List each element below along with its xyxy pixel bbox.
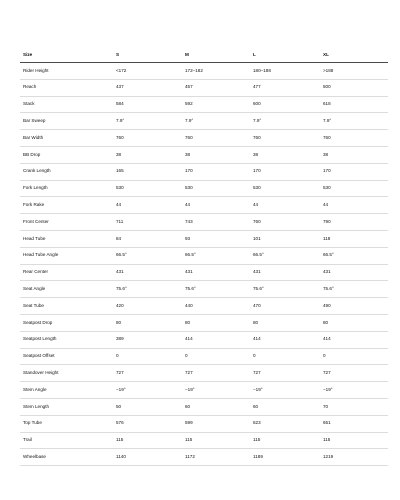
cell-m: 170 bbox=[185, 163, 253, 180]
cell-xl: 651 bbox=[323, 415, 388, 432]
cell-l: 75.6° bbox=[253, 281, 323, 298]
table-row bbox=[20, 449, 388, 466]
cell-m: 440 bbox=[185, 298, 253, 315]
cell-m: 75.6° bbox=[185, 281, 253, 298]
header-size: Size bbox=[20, 48, 116, 63]
row-label: Seat Angle bbox=[20, 281, 116, 298]
cell-xl: >188 bbox=[323, 63, 388, 80]
table-row bbox=[20, 113, 388, 130]
cell-l: 7.9° bbox=[253, 113, 323, 130]
cell-l: 600 bbox=[253, 96, 323, 113]
cell-xl: 38 bbox=[323, 146, 388, 163]
cell-l: 530 bbox=[253, 180, 323, 197]
cell-s: 50 bbox=[116, 398, 185, 415]
table-row bbox=[20, 398, 388, 415]
row-label: Standover Height bbox=[20, 365, 116, 382]
cell-xl: 7.9° bbox=[323, 113, 388, 130]
cell-l: 66.5° bbox=[253, 247, 323, 264]
table-row bbox=[20, 79, 388, 96]
table-header-row bbox=[20, 48, 388, 63]
cell-m: 7.9° bbox=[185, 113, 253, 130]
cell-s: 389 bbox=[116, 331, 185, 348]
cell-m: 431 bbox=[185, 264, 253, 281]
cell-m: 93 bbox=[185, 230, 253, 247]
row-label: Head Tube Angle bbox=[20, 247, 116, 264]
table-row bbox=[20, 180, 388, 197]
cell-xl: 66.5° bbox=[323, 247, 388, 264]
cell-xl: 70 bbox=[323, 398, 388, 415]
cell-s: 75.6° bbox=[116, 281, 185, 298]
cell-m: 60 bbox=[185, 398, 253, 415]
cell-l: 0 bbox=[253, 348, 323, 365]
cell-s: 66.5° bbox=[116, 247, 185, 264]
cell-xl: 500 bbox=[323, 79, 388, 96]
cell-l: 115 bbox=[253, 432, 323, 449]
cell-xl: 0 bbox=[323, 348, 388, 365]
cell-l: 414 bbox=[253, 331, 323, 348]
cell-l: 180–188 bbox=[253, 63, 323, 80]
cell-xl: −19° bbox=[323, 382, 388, 399]
cell-l: 80 bbox=[253, 314, 323, 331]
cell-l: 1189 bbox=[253, 449, 323, 466]
header-m: M bbox=[185, 48, 253, 63]
cell-s: 530 bbox=[116, 180, 185, 197]
cell-l: 38 bbox=[253, 146, 323, 163]
cell-m: 599 bbox=[185, 415, 253, 432]
table-row bbox=[20, 415, 388, 432]
table-row bbox=[20, 63, 388, 80]
table-row bbox=[20, 214, 388, 231]
table-row bbox=[20, 230, 388, 247]
cell-xl: 727 bbox=[323, 365, 388, 382]
table-row bbox=[20, 314, 388, 331]
row-label: Crank Length bbox=[20, 163, 116, 180]
header-s: S bbox=[116, 48, 185, 63]
cell-s: 437 bbox=[116, 79, 185, 96]
cell-l: −19° bbox=[253, 382, 323, 399]
row-label: Head Tube bbox=[20, 230, 116, 247]
row-label: Fork Rake bbox=[20, 197, 116, 214]
row-label: Bar Width bbox=[20, 130, 116, 147]
cell-l: 170 bbox=[253, 163, 323, 180]
row-label: Fork Length bbox=[20, 180, 116, 197]
cell-s: 0 bbox=[116, 348, 185, 365]
cell-s: 7.9° bbox=[116, 113, 185, 130]
table-row bbox=[20, 432, 388, 449]
row-label: Bar Sweep bbox=[20, 113, 116, 130]
cell-s: 84 bbox=[116, 230, 185, 247]
row-label: Rear Center bbox=[20, 264, 116, 281]
row-label: Seatpost Length bbox=[20, 331, 116, 348]
cell-s: 431 bbox=[116, 264, 185, 281]
cell-l: 431 bbox=[253, 264, 323, 281]
cell-s: 38 bbox=[116, 146, 185, 163]
cell-xl: 431 bbox=[323, 264, 388, 281]
cell-m: −19° bbox=[185, 382, 253, 399]
cell-xl: 490 bbox=[323, 298, 388, 315]
header-l: L bbox=[253, 48, 323, 63]
table-row bbox=[20, 382, 388, 399]
table-row bbox=[20, 163, 388, 180]
cell-m: 172–182 bbox=[185, 63, 253, 80]
table-body bbox=[20, 63, 388, 466]
cell-s: 584 bbox=[116, 96, 185, 113]
row-label: Seatpost Drop bbox=[20, 314, 116, 331]
cell-s: 420 bbox=[116, 298, 185, 315]
cell-m: 66.5° bbox=[185, 247, 253, 264]
cell-m: 592 bbox=[185, 96, 253, 113]
cell-m: 760 bbox=[185, 130, 253, 147]
cell-xl: 760 bbox=[323, 130, 388, 147]
cell-s: 576 bbox=[116, 415, 185, 432]
cell-xl: 44 bbox=[323, 197, 388, 214]
cell-s: 80 bbox=[116, 314, 185, 331]
row-label: Top Tube bbox=[20, 415, 116, 432]
cell-s: 165 bbox=[116, 163, 185, 180]
cell-l: 760 bbox=[253, 214, 323, 231]
cell-xl: 1219 bbox=[323, 449, 388, 466]
table-row bbox=[20, 281, 388, 298]
table-row bbox=[20, 146, 388, 163]
cell-l: 760 bbox=[253, 130, 323, 147]
row-label: Stack bbox=[20, 96, 116, 113]
row-label: Seat Tube bbox=[20, 298, 116, 315]
cell-s: 44 bbox=[116, 197, 185, 214]
cell-m: 80 bbox=[185, 314, 253, 331]
cell-l: 727 bbox=[253, 365, 323, 382]
cell-m: 457 bbox=[185, 79, 253, 96]
cell-xl: 530 bbox=[323, 180, 388, 197]
cell-s: <172 bbox=[116, 63, 185, 80]
cell-m: 727 bbox=[185, 365, 253, 382]
cell-s: 711 bbox=[116, 214, 185, 231]
cell-xl: 118 bbox=[323, 230, 388, 247]
row-label: Wheelbase bbox=[20, 449, 116, 466]
table-row bbox=[20, 130, 388, 147]
table-row bbox=[20, 365, 388, 382]
cell-xl: 80 bbox=[323, 314, 388, 331]
table-row bbox=[20, 96, 388, 113]
cell-l: 44 bbox=[253, 197, 323, 214]
cell-s: 727 bbox=[116, 365, 185, 382]
cell-l: 477 bbox=[253, 79, 323, 96]
cell-s: −19° bbox=[116, 382, 185, 399]
cell-m: 414 bbox=[185, 331, 253, 348]
row-label: Stem Length bbox=[20, 398, 116, 415]
cell-m: 743 bbox=[185, 214, 253, 231]
cell-s: 1140 bbox=[116, 449, 185, 466]
cell-xl: 618 bbox=[323, 96, 388, 113]
cell-l: 101 bbox=[253, 230, 323, 247]
row-label: BB Drop bbox=[20, 146, 116, 163]
cell-m: 115 bbox=[185, 432, 253, 449]
row-label: Reach bbox=[20, 79, 116, 96]
cell-m: 0 bbox=[185, 348, 253, 365]
cell-l: 470 bbox=[253, 298, 323, 315]
cell-xl: 75.6° bbox=[323, 281, 388, 298]
cell-xl: 115 bbox=[323, 432, 388, 449]
row-label: Stem Angle bbox=[20, 382, 116, 399]
table-row bbox=[20, 348, 388, 365]
row-label: Rider Height bbox=[20, 63, 116, 80]
cell-m: 44 bbox=[185, 197, 253, 214]
cell-l: 623 bbox=[253, 415, 323, 432]
geometry-table bbox=[20, 48, 388, 466]
cell-l: 60 bbox=[253, 398, 323, 415]
header-xl: XL bbox=[323, 48, 388, 63]
row-label: Seatpost Offset bbox=[20, 348, 116, 365]
row-label: Trail bbox=[20, 432, 116, 449]
cell-xl: 790 bbox=[323, 214, 388, 231]
cell-s: 760 bbox=[116, 130, 185, 147]
table-row bbox=[20, 298, 388, 315]
cell-xl: 170 bbox=[323, 163, 388, 180]
table-row bbox=[20, 264, 388, 281]
cell-m: 38 bbox=[185, 146, 253, 163]
table-row bbox=[20, 331, 388, 348]
cell-m: 1172 bbox=[185, 449, 253, 466]
cell-m: 530 bbox=[185, 180, 253, 197]
table-row bbox=[20, 247, 388, 264]
table-row bbox=[20, 197, 388, 214]
cell-xl: 414 bbox=[323, 331, 388, 348]
row-label: Front Center bbox=[20, 214, 116, 231]
cell-s: 115 bbox=[116, 432, 185, 449]
